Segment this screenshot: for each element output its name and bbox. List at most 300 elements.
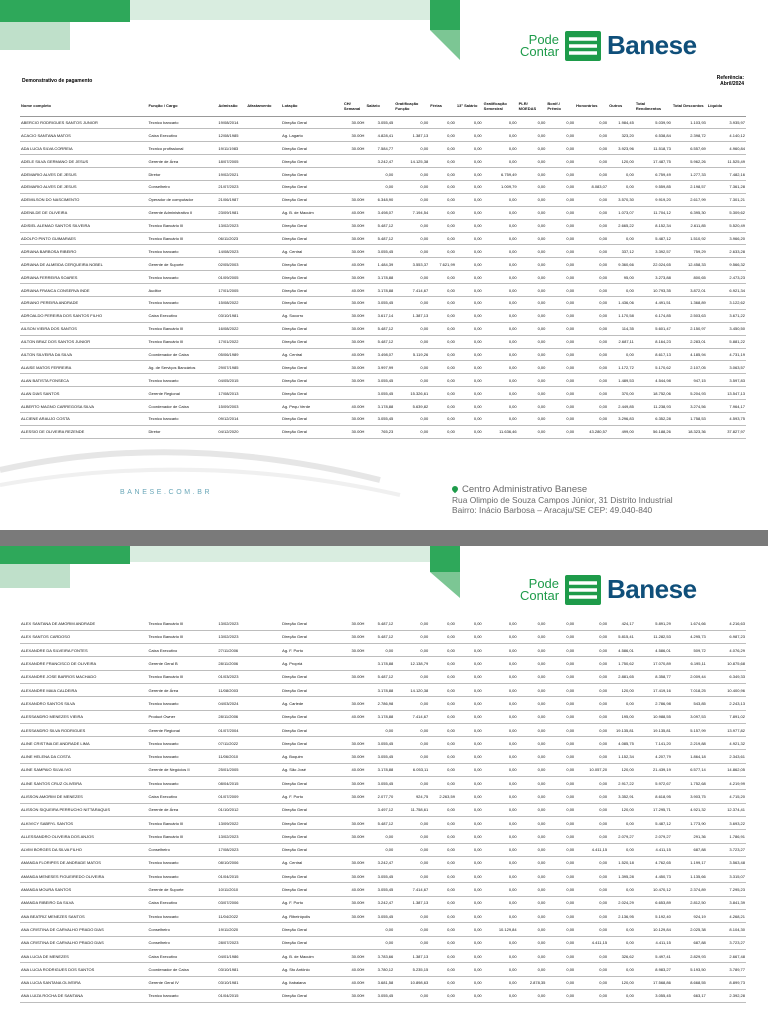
table-cell: 1.489,53 bbox=[608, 374, 635, 387]
table-cell: 3.055,45 bbox=[365, 777, 394, 790]
table-cell: Operador de computador bbox=[148, 193, 218, 206]
table-cell: 30.00H bbox=[343, 630, 366, 643]
table-cell: Direção Geral bbox=[281, 683, 343, 696]
table-cell: Ag. Central bbox=[281, 245, 343, 258]
table-cell: AILTON SILVEIRA DA SILVA bbox=[20, 348, 148, 361]
table-cell: 1.786,91 bbox=[707, 830, 746, 843]
table-cell: 0,00 bbox=[429, 683, 456, 696]
table-cell: 0,00 bbox=[546, 830, 575, 843]
table-cell: ALINE HELENA DA COSTA bbox=[20, 750, 148, 763]
table-cell: 8.618,95 bbox=[635, 790, 672, 803]
table-cell: 0,00 bbox=[483, 936, 518, 949]
table-cell: 0,00 bbox=[518, 400, 547, 413]
table-cell: 1.984,45 bbox=[608, 116, 635, 129]
table-cell: 30.00H bbox=[343, 737, 366, 750]
table-cell bbox=[246, 763, 281, 776]
table-cell: 23/09/1981 bbox=[217, 206, 246, 219]
table-cell: 0,00 bbox=[429, 777, 456, 790]
table-cell: 0,00 bbox=[429, 644, 456, 657]
table-cell: Direção Geral bbox=[281, 617, 343, 630]
table-cell: Ag. Carlede bbox=[281, 697, 343, 710]
table-cell: 0,00 bbox=[518, 790, 547, 803]
table-cell: 0,00 bbox=[518, 750, 547, 763]
table-cell: Ag. Socorro bbox=[281, 309, 343, 322]
table-cell: 2.611,85 bbox=[672, 219, 707, 232]
table-cell: 2.079,27 bbox=[608, 830, 635, 843]
table-cell: 27/11/2006 bbox=[217, 644, 246, 657]
table-cell: Gerente de Área bbox=[148, 683, 218, 696]
table-cell: 30.00H bbox=[343, 425, 366, 438]
table-row bbox=[20, 896, 746, 909]
table-cell: 30.00H bbox=[343, 245, 366, 258]
table-cell bbox=[246, 670, 281, 683]
table-cell: 3.570,30 bbox=[608, 193, 635, 206]
table-cell: 17/08/2023 bbox=[217, 843, 246, 856]
table-cell: 0,00 bbox=[575, 322, 608, 335]
table-cell: Tecnico bancario bbox=[148, 989, 218, 1002]
table-cell: 11/08/2003 bbox=[217, 683, 246, 696]
table-cell: 5.192,40 bbox=[635, 910, 672, 923]
table-cell: 0,00 bbox=[546, 644, 575, 657]
table-cell: 0,00 bbox=[518, 245, 547, 258]
table-cell: 10.988,55 bbox=[635, 710, 672, 723]
table-cell bbox=[343, 657, 366, 670]
table-cell: 0,00 bbox=[394, 374, 429, 387]
table-cell: 28/11/2006 bbox=[217, 710, 246, 723]
table-cell: 0,00 bbox=[456, 683, 483, 696]
table-row bbox=[20, 949, 746, 962]
table-cell: 06/11/2023 bbox=[217, 232, 246, 245]
table-cell: 0,00 bbox=[575, 168, 608, 181]
table-cell: 0,00 bbox=[456, 856, 483, 869]
table-cell: 0,00 bbox=[429, 883, 456, 896]
table-cell bbox=[246, 630, 281, 643]
table-cell: 0,00 bbox=[546, 296, 575, 309]
column-header: CH/ Semanal bbox=[343, 96, 366, 116]
table-cell: 1.758,53 bbox=[672, 412, 707, 425]
table-cell: 0,00 bbox=[483, 361, 518, 374]
table-cell: 2.079,27 bbox=[635, 830, 672, 843]
table-cell: 19/08/2014 bbox=[217, 116, 246, 129]
table-cell: 0,00 bbox=[546, 763, 575, 776]
table-cell: 0,00 bbox=[483, 883, 518, 896]
table-cell: 3.498,07 bbox=[365, 348, 394, 361]
table-cell: 6.053,11 bbox=[394, 763, 429, 776]
table-cell: 5.204,93 bbox=[672, 387, 707, 400]
table-cell: 0,00 bbox=[546, 309, 575, 322]
table-cell: 0,00 bbox=[429, 657, 456, 670]
table-row bbox=[20, 193, 746, 206]
table-cell: 3.352,91 bbox=[608, 790, 635, 803]
table-cell: 2.667,48 bbox=[707, 949, 746, 962]
reference-label: Referência: bbox=[716, 75, 744, 81]
table-cell: 01/04/2015 bbox=[217, 989, 246, 1002]
table-cell: 0,00 bbox=[456, 206, 483, 219]
table-cell: 0,00 bbox=[483, 258, 518, 271]
table-row bbox=[20, 374, 746, 387]
table-cell: 0,00 bbox=[394, 425, 429, 438]
table-cell: 0,00 bbox=[483, 309, 518, 322]
table-cell: 0,00 bbox=[575, 803, 608, 816]
table-cell: 02/05/2003 bbox=[217, 258, 246, 271]
table-cell: 0,00 bbox=[394, 737, 429, 750]
table-cell: 0,00 bbox=[608, 989, 635, 1002]
table-cell: 6.395,30 bbox=[672, 206, 707, 219]
table-cell: Tecnico bancario bbox=[148, 750, 218, 763]
table-cell: Ag. Sto Antônio bbox=[281, 963, 343, 976]
table-cell: 0,00 bbox=[546, 923, 575, 936]
table-cell: 0,00 bbox=[394, 936, 429, 949]
table-cell: ANA BEATRIZ MENEZES SANTOS bbox=[20, 910, 148, 923]
table-cell: Diretor bbox=[148, 425, 218, 438]
table-cell: 21/06/1987 bbox=[217, 193, 246, 206]
table-cell: 2.687,11 bbox=[608, 335, 635, 348]
table-cell: 4.450,73 bbox=[635, 870, 672, 883]
table-cell: 13/02/2023 bbox=[217, 617, 246, 630]
table-cell: Gerente de Suporte bbox=[148, 258, 218, 271]
table-cell: 7.295,23 bbox=[707, 883, 746, 896]
table-cell: 11.758,61 bbox=[394, 803, 429, 816]
table-cell: 0,00 bbox=[575, 777, 608, 790]
table-cell: Direção Geral bbox=[281, 271, 343, 284]
table-cell: 2.633,28 bbox=[707, 245, 746, 258]
table-cell: 28/11/2006 bbox=[217, 657, 246, 670]
table-cell: 0,00 bbox=[429, 271, 456, 284]
table-cell: 0,00 bbox=[546, 723, 575, 736]
table-cell: 2.917,22 bbox=[608, 777, 635, 790]
table-cell: 1.152,34 bbox=[608, 750, 635, 763]
table-cell: 2.392,28 bbox=[707, 989, 746, 1002]
table-cell: 0,00 bbox=[518, 923, 547, 936]
table-row bbox=[20, 670, 746, 683]
table-cell: 9.360,66 bbox=[608, 258, 635, 271]
table-cell: 4.586,01 bbox=[608, 644, 635, 657]
table-cell: 0,00 bbox=[518, 129, 547, 142]
table-cell: 1.170,58 bbox=[608, 309, 635, 322]
table-cell: Direção Geral bbox=[281, 777, 343, 790]
table-cell: Direção Geral bbox=[281, 737, 343, 750]
table-cell: 0,00 bbox=[483, 335, 518, 348]
table-cell: Tecnico bancario bbox=[148, 296, 218, 309]
table-cell: 3.242,47 bbox=[365, 896, 394, 909]
table-cell: 0,00 bbox=[608, 348, 635, 361]
table-row bbox=[20, 180, 746, 193]
table-cell: 3.055,45 bbox=[365, 296, 394, 309]
table-cell bbox=[246, 412, 281, 425]
table-cell: 13/09/2022 bbox=[217, 816, 246, 829]
table-cell: 0,00 bbox=[518, 142, 547, 155]
table-cell: 6.653,89 bbox=[635, 896, 672, 909]
table-cell: 5.487,12 bbox=[635, 232, 672, 245]
table-cell: 0,00 bbox=[429, 949, 456, 962]
table-cell: AMANDA MENESES FIGUEIREDO OLIVEIRA bbox=[20, 870, 148, 883]
table-cell: 1.773,90 bbox=[672, 816, 707, 829]
table-cell: 8.358,77 bbox=[635, 670, 672, 683]
table-cell: 0,00 bbox=[365, 644, 394, 657]
table-cell: Direção Geral bbox=[281, 630, 343, 643]
table-cell: 0,00 bbox=[483, 896, 518, 909]
table-cell: 3.872,01 bbox=[672, 284, 707, 297]
table-cell: 0,00 bbox=[429, 830, 456, 843]
table-cell bbox=[246, 361, 281, 374]
table-cell: 0,00 bbox=[518, 309, 547, 322]
table-cell: 3.923,96 bbox=[608, 142, 635, 155]
table-cell: Coordenador de Caixa bbox=[148, 348, 218, 361]
table-cell: ADRIANA DE ALMEIDA CERQUEIRA NOBEL bbox=[20, 258, 148, 271]
table-cell: 30.00H bbox=[343, 335, 366, 348]
table-cell bbox=[246, 219, 281, 232]
table-cell: 10.400,96 bbox=[707, 683, 746, 696]
table-cell: 0,00 bbox=[608, 963, 635, 976]
table-cell: ADISIEL ALEMAO SANTOS SILVEIRA bbox=[20, 219, 148, 232]
table-cell: 0,00 bbox=[365, 936, 394, 949]
table-cell: 1.199,17 bbox=[672, 856, 707, 869]
table-cell: 0,00 bbox=[429, 193, 456, 206]
table-cell: 0,00 bbox=[456, 896, 483, 909]
table-cell: 0,00 bbox=[456, 883, 483, 896]
table-cell: 0,00 bbox=[518, 374, 547, 387]
table-cell: 0,00 bbox=[429, 870, 456, 883]
table-cell: 0,00 bbox=[575, 790, 608, 803]
table-cell: Direção Geral bbox=[281, 296, 343, 309]
table-cell: 3.055,45 bbox=[365, 387, 394, 400]
table-cell: 0,00 bbox=[483, 271, 518, 284]
table-cell: 14.120,38 bbox=[394, 683, 429, 696]
table-cell: ADEMARIO ALVES DE JESUS bbox=[20, 180, 148, 193]
table-cell: 0,00 bbox=[483, 670, 518, 683]
table-cell: Caixa Executivo bbox=[148, 129, 218, 142]
table-cell bbox=[246, 936, 281, 949]
table-cell: 6.195,11 bbox=[672, 657, 707, 670]
table-cell: 0,00 bbox=[483, 400, 518, 413]
table-cell: 3.693,22 bbox=[707, 816, 746, 829]
table-cell: 0,00 bbox=[456, 790, 483, 803]
table-cell: 0,00 bbox=[483, 976, 518, 989]
table-cell: Direção Geral bbox=[281, 116, 343, 129]
table-cell: 19.135,81 bbox=[608, 723, 635, 736]
table-cell: Auditor bbox=[148, 284, 218, 297]
table-cell: 2.881,65 bbox=[608, 670, 635, 683]
table-cell: 0,00 bbox=[608, 936, 635, 949]
table-cell: 3.553,37 bbox=[394, 258, 429, 271]
table-cell bbox=[246, 750, 281, 763]
table-cell: 0,00 bbox=[518, 296, 547, 309]
table-cell: 0,00 bbox=[456, 400, 483, 413]
column-header: Honorários bbox=[575, 96, 608, 116]
table-cell: 0,00 bbox=[394, 630, 429, 643]
table-cell: 0,00 bbox=[575, 617, 608, 630]
table-cell: 499,00 bbox=[608, 425, 635, 438]
table-cell: 0,00 bbox=[575, 830, 608, 843]
table-cell: 0,00 bbox=[429, 335, 456, 348]
table-cell: 5.487,12 bbox=[365, 335, 394, 348]
table-cell: 10.875,68 bbox=[707, 657, 746, 670]
table-cell: 11.636,46 bbox=[483, 425, 518, 438]
table-cell: Direção Geral bbox=[281, 232, 343, 245]
table-cell: 30.00H bbox=[343, 870, 366, 883]
table-cell: Direção Geral bbox=[281, 803, 343, 816]
table-cell: 4.085,75 bbox=[608, 737, 635, 750]
table-cell: 0,00 bbox=[518, 271, 547, 284]
table-cell: 4.715,20 bbox=[707, 790, 746, 803]
table-cell: 4.411,15 bbox=[575, 936, 608, 949]
table-cell: 0,00 bbox=[575, 644, 608, 657]
table-cell: 7.414,67 bbox=[394, 883, 429, 896]
table-cell: 2.283,01 bbox=[672, 335, 707, 348]
table-row bbox=[20, 750, 746, 763]
website-url: BANESE.COM.BR bbox=[120, 489, 213, 496]
table-cell: 6.174,85 bbox=[635, 309, 672, 322]
table-cell bbox=[246, 180, 281, 193]
table-cell: ALEXANDRE MAIA CALDEIRA bbox=[20, 683, 148, 696]
table-cell: 0,00 bbox=[394, 168, 429, 181]
table-cell: ALESSANDRO MENEZES VIEIRA bbox=[20, 710, 148, 723]
table-cell: 0,00 bbox=[518, 155, 547, 168]
table-cell: 40.00H bbox=[343, 348, 366, 361]
table-cell: ALBERTO MAGNO CARREGOSA SILVA bbox=[20, 400, 148, 413]
table-cell: 0,00 bbox=[518, 644, 547, 657]
table-cell: 0,00 bbox=[483, 657, 518, 670]
table-cell bbox=[246, 723, 281, 736]
table-cell: 2.786,98 bbox=[365, 697, 394, 710]
table-cell: 0,00 bbox=[429, 309, 456, 322]
table-cell: 1.387,13 bbox=[394, 129, 429, 142]
table-cell: 1.009,79 bbox=[483, 180, 518, 193]
table-cell: 0,00 bbox=[456, 843, 483, 856]
table-cell: 0,00 bbox=[483, 322, 518, 335]
table-cell: 0,00 bbox=[394, 670, 429, 683]
table-cell: 0,00 bbox=[429, 843, 456, 856]
table-cell: 0,00 bbox=[518, 412, 547, 425]
table-cell: 0,00 bbox=[429, 856, 456, 869]
reference-value: Abril/2024 bbox=[720, 81, 744, 87]
table-cell: 0,00 bbox=[456, 129, 483, 142]
table-cell: 6.352,28 bbox=[635, 412, 672, 425]
table-cell: Gerente Regional bbox=[148, 387, 218, 400]
table-cell: 01/04/2015 bbox=[217, 870, 246, 883]
table-cell bbox=[246, 309, 281, 322]
table-cell: 6.921,34 bbox=[707, 284, 746, 297]
table-cell: Direção Geral bbox=[281, 710, 343, 723]
table-cell: 5.487,12 bbox=[365, 816, 394, 829]
table-cell: 2.812,50 bbox=[672, 896, 707, 909]
table-cell: 3.178,88 bbox=[365, 400, 394, 413]
column-header: Líquido bbox=[707, 96, 746, 116]
table-cell: 2.343,61 bbox=[707, 750, 746, 763]
table-cell: 0,00 bbox=[365, 923, 394, 936]
table-cell: 8.104,30 bbox=[707, 923, 746, 936]
table-cell: 0,00 bbox=[483, 206, 518, 219]
table-cell: 0,00 bbox=[456, 309, 483, 322]
table-cell: 0,00 bbox=[456, 168, 483, 181]
table-row bbox=[20, 617, 746, 630]
table-cell: Direção Geral bbox=[281, 155, 343, 168]
table-cell: 0,00 bbox=[575, 258, 608, 271]
table-cell bbox=[246, 896, 281, 909]
table-cell: Direção Geral bbox=[281, 335, 343, 348]
table-cell: 30.00H bbox=[343, 219, 366, 232]
table-cell: 0,00 bbox=[394, 697, 429, 710]
table-cell: 0,00 bbox=[546, 284, 575, 297]
table-cell: 0,00 bbox=[429, 803, 456, 816]
table-cell: 5.487,12 bbox=[635, 816, 672, 829]
table-cell: 0,00 bbox=[608, 232, 635, 245]
table-cell: 0,00 bbox=[546, 976, 575, 989]
table-cell: 3.178,88 bbox=[365, 657, 394, 670]
table-cell: 2.503,63 bbox=[672, 309, 707, 322]
table-cell: 12/08/1985 bbox=[217, 129, 246, 142]
table-cell: 0,00 bbox=[483, 697, 518, 710]
table-cell: 0,00 bbox=[575, 116, 608, 129]
table-cell: 3.498,07 bbox=[365, 206, 394, 219]
table-cell: 2.024,29 bbox=[608, 896, 635, 909]
table-cell: 0,00 bbox=[394, 830, 429, 843]
table-cell: 0,00 bbox=[518, 219, 547, 232]
table-cell: 0,00 bbox=[429, 923, 456, 936]
table-cell: 5.487,12 bbox=[365, 219, 394, 232]
table-cell: 37.827,97 bbox=[707, 425, 746, 438]
table-cell: Tecnico bancario bbox=[148, 374, 218, 387]
document-title: Demonstrativo de pagamento bbox=[22, 78, 93, 84]
table-cell: Tecnico bancario bbox=[148, 245, 218, 258]
table-cell: 1.674,66 bbox=[672, 617, 707, 630]
table-row bbox=[20, 142, 746, 155]
table-cell: 3.903,75 bbox=[672, 790, 707, 803]
table-cell: 30.00H bbox=[343, 750, 366, 763]
table-cell: 0,00 bbox=[518, 670, 547, 683]
table-cell: 0,00 bbox=[518, 683, 547, 696]
table-cell: 03/10/1981 bbox=[217, 976, 246, 989]
table-cell: Gerente de Área bbox=[148, 803, 218, 816]
table-cell: 5.487,12 bbox=[365, 617, 394, 630]
column-header: Bonif./ Prêmio bbox=[546, 96, 575, 116]
table-cell: 0,00 bbox=[483, 949, 518, 962]
table-cell: 0,00 bbox=[456, 374, 483, 387]
table-cell: 0,00 bbox=[575, 737, 608, 750]
table-cell: 2.617,99 bbox=[672, 193, 707, 206]
column-header: Afastamento bbox=[246, 96, 281, 116]
table-cell: 21.439,19 bbox=[635, 763, 672, 776]
table-cell: 03/10/1981 bbox=[217, 309, 246, 322]
table-cell: Ag. Pequ Verde bbox=[281, 400, 343, 413]
table-cell: 3.055,45 bbox=[365, 245, 394, 258]
column-header: Férias bbox=[429, 96, 456, 116]
table-cell: 0,00 bbox=[518, 896, 547, 909]
table-cell: 323,20 bbox=[608, 129, 635, 142]
table-cell: 2.150,97 bbox=[672, 322, 707, 335]
table-cell: 3.178,88 bbox=[365, 710, 394, 723]
table-cell: 0,00 bbox=[365, 830, 394, 843]
table-row bbox=[20, 206, 746, 219]
table-cell: 19/11/2020 bbox=[217, 923, 246, 936]
address-title: Centro Administrativo Banese bbox=[462, 484, 588, 495]
table-cell: 0,00 bbox=[456, 710, 483, 723]
table-cell bbox=[246, 284, 281, 297]
table-cell: 0,00 bbox=[483, 412, 518, 425]
table-cell: Coordenador de Caixa bbox=[148, 963, 218, 976]
column-header: Admissão bbox=[217, 96, 246, 116]
table-cell: 0,00 bbox=[456, 630, 483, 643]
table-cell bbox=[246, 949, 281, 962]
table-cell: 0,00 bbox=[483, 830, 518, 843]
table-cell: 01/07/2009 bbox=[217, 790, 246, 803]
table-cell: ADROALDO PEREIRA DOS SANTOS FILHO bbox=[20, 309, 148, 322]
table-cell: 30.00H bbox=[343, 142, 366, 155]
table-cell: 0,00 bbox=[575, 361, 608, 374]
table-cell: 6.557,69 bbox=[672, 142, 707, 155]
table-cell: 0,00 bbox=[546, 116, 575, 129]
table-cell: 1.073,07 bbox=[608, 206, 635, 219]
